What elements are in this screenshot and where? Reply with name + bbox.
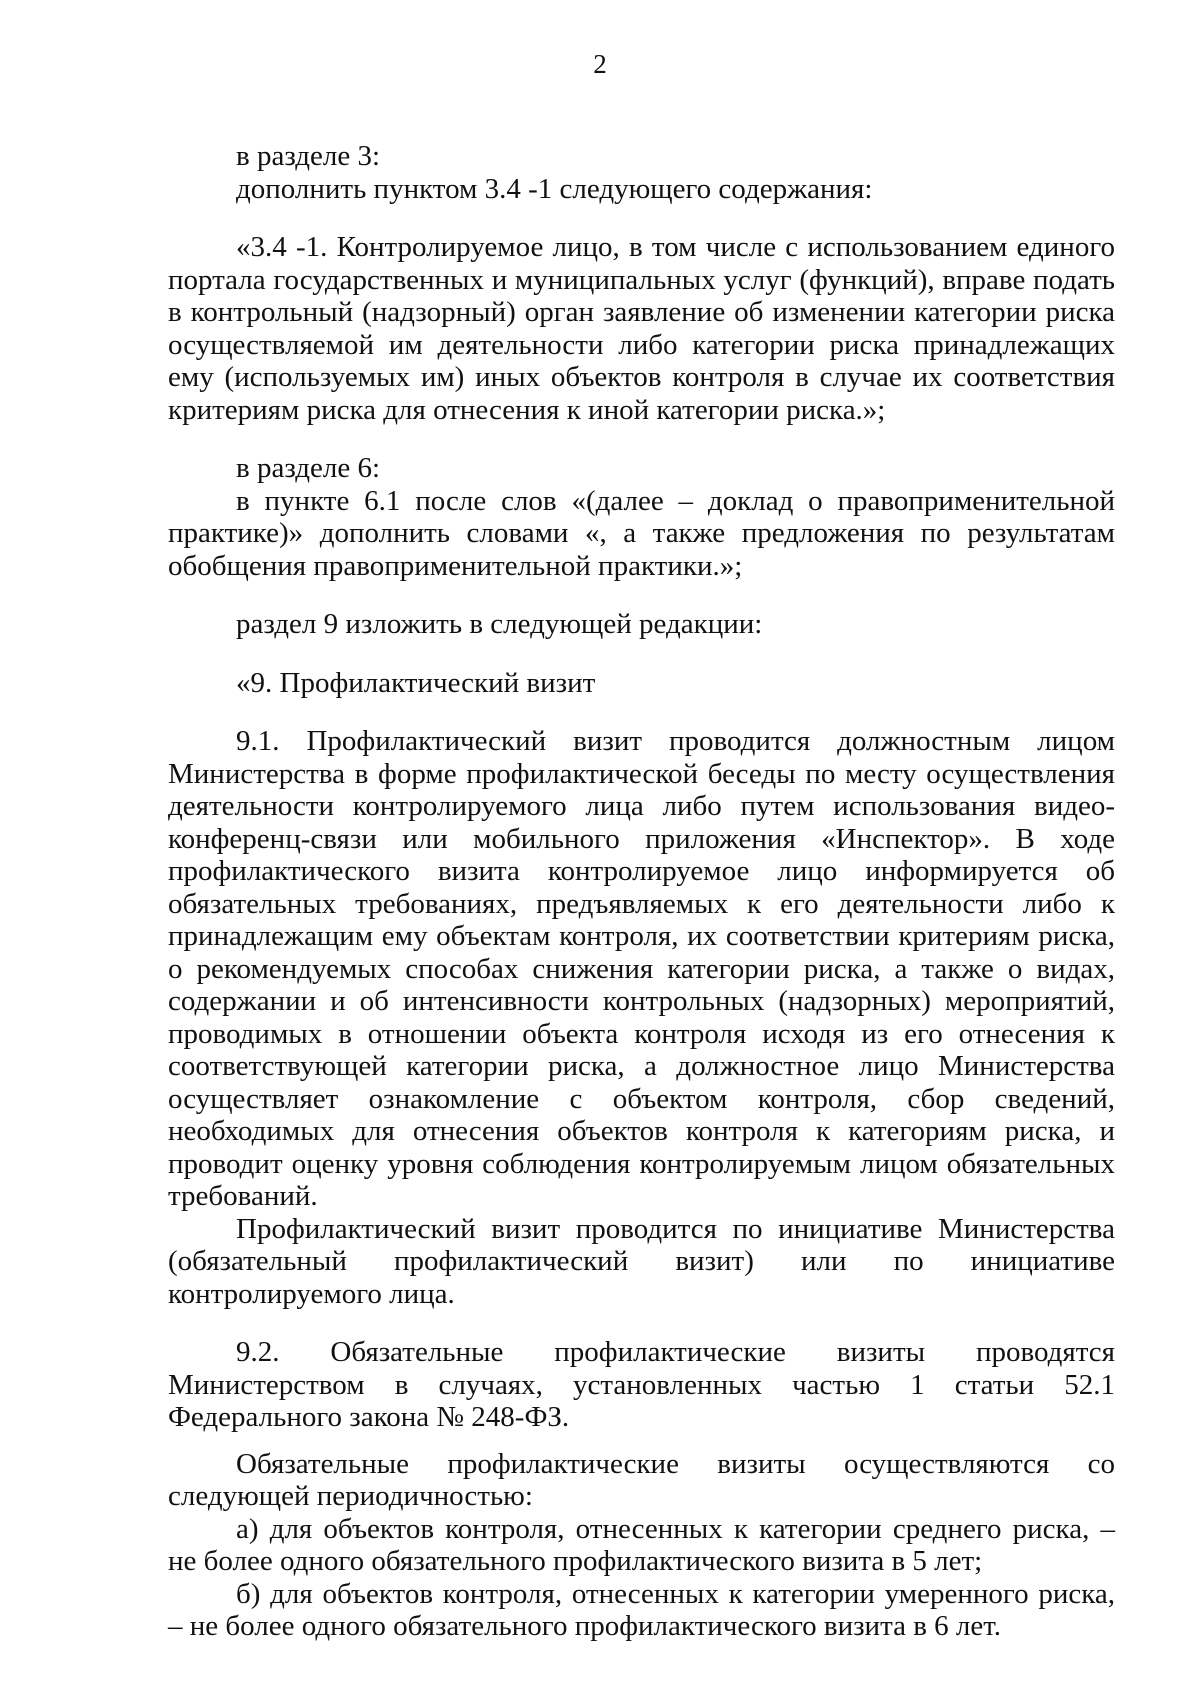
paragraph-3-4-1: «3.4 -1. Контролируемое лицо, в том числе с использованием единого портала государственных и муниципальных услуг (функций), вправе подать в контрольный (надзорный) орган заявление об изменении категории риска осуществляемой им деятельности либо категории риска принадлежащих ему (используемых им) иных объектов контроля в случае их соответствия критериям риска для отнесения к иной категории риска.»; (168, 231, 1115, 426)
page-number: 2 (593, 49, 607, 79)
paragraph-9-1-initiative: Профилактический визит проводится по инициативе Министерства (обязательный профилактический визит) или по инициативе контролируемого лица. (168, 1212, 1115, 1310)
list-item-a: а) для объектов контроля, отнесенных к категории среднего риска, – не более одного обязательного профилактического визита в 5 лет; (168, 1512, 1115, 1577)
paragraph-9-1: 9.1. Профилактический визит проводится должностным лицом Министерства в форме профилактической беседы по месту осуществления деятельности контролируемого лица либо путем использования видео-конференц-связи или мобильного приложения «Инспектор». В ходе профилактического визита контролируемое лицо информируется об обязательных требованиях, предъявляемых к его деятельности либо к принадлежащим ему объектам контроля, их соответствии критериям риска, о рекомендуемых способах снижения категории риска, а также о видах, содержании и об интенсивности контрольных (надзорных) мероприятий, проводимых в отношении объекта контроля исходя из его отнесения к соответствующей категории риска, а должностное лицо Министерства осуществляет ознакомление с объектом контроля, сбор сведений, необходимых для отнесения объектов контроля к категориям риска, и проводит оценку уровня соблюдения контролируемым лицом обязательных требований. (168, 725, 1115, 1212)
section-3-instruction: дополнить пунктом 3.4 -1 следующего содержания: (236, 172, 873, 205)
paragraph-9-2: 9.2. Обязательные профилактические визиты проводятся Министерством в случаях, установленных частью 1 статьи 52.1 Федерального закона № 248-ФЗ. (168, 1336, 1115, 1433)
document-body (168, 140, 1115, 1643)
section-9-instruction: раздел 9 изложить в следующей редакции: (236, 608, 763, 640)
list-item-b: б) для объектов контроля, отнесенных к категории умеренного риска, – не более одного обязательного профилактического визита в 6 лет. (168, 1577, 1115, 1642)
section-9-title: «9. Профилактический визит (236, 666, 596, 699)
section-3-heading: в разделе 3: (236, 140, 381, 172)
paragraph-6-1-amendment: в пункте 6.1 после слов «(далее – доклад о правоприменительной практике)» дополнить словами «, а также предложения по результатам обобщения правоприменительной практики.»; (168, 484, 1115, 582)
section-6-heading: в разделе 6: (236, 452, 381, 484)
paragraph-9-2-periodicity: Обязательные профилактические визиты осуществляются со следующей периодичностью: (168, 1447, 1115, 1512)
